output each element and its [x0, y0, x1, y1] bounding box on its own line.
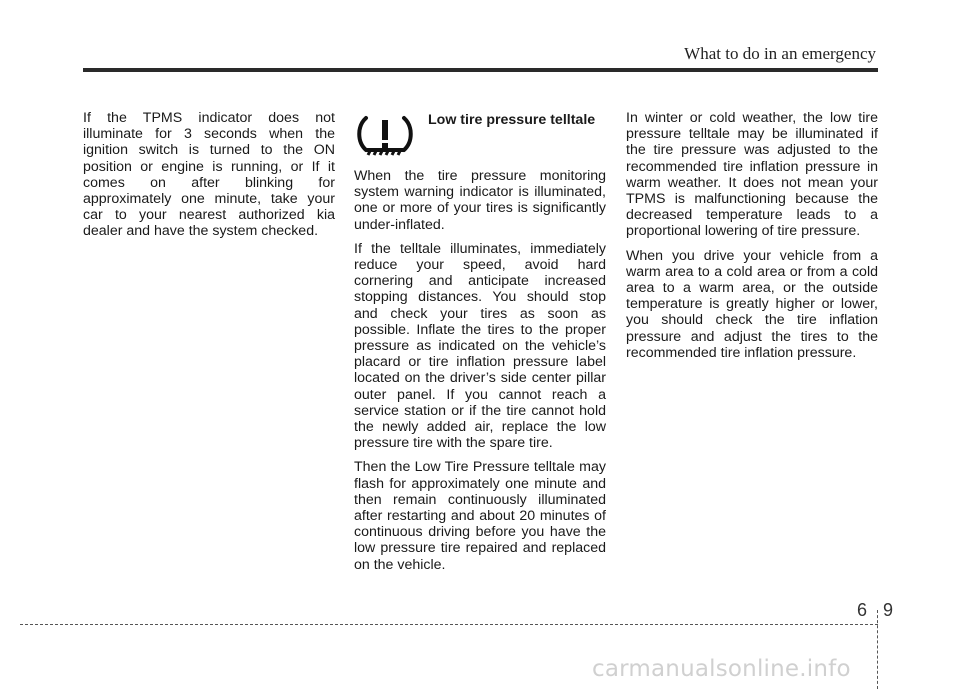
watermark: carmanualsonline.info	[592, 656, 851, 682]
chapter-number: 6	[857, 600, 868, 620]
telltale-illuminates-paragraph: If the telltale illuminates, immediately reduce your speed, avoid hard cornering and anticipate increased stopping distances. You should stop and check your tires as soon as possible. Inflate the tires to the proper pressure as indicated on the vehicle’s placard or tire inflation pressure label located on the driver’s side center pillar outer panel. If you cannot reach a service station or if the tire cannot hold the newly added air, replace the low pressure tire with the spare tire.	[354, 240, 606, 452]
section-title: What to do in an emergency	[684, 44, 876, 63]
page-number: 9	[883, 600, 894, 620]
warning-indicator-paragraph: When the tire pressure monitoring system warning indicator is illuminated, one or more of your tires is significantly under-inflated.	[354, 168, 606, 233]
column-1	[83, 110, 335, 248]
temperature-change-paragraph: When you drive your vehicle from a warm area to a cold area or from a cold area to a warm area, or the outside temperature is greatly higher or lower, you should check the tire inflation pressure and adjust the tires to the recommended tire inflation pressure.	[626, 247, 878, 361]
tpms-indicator-paragraph: If the TPMS indicator does not illuminate for 3 seconds when the ignition switch is turned to the ON position or engine is running, or If it comes on after blinking for approximately one minute, take your car to your nearest authorized kia dealer and have the system checked.	[83, 110, 335, 240]
column-2	[354, 110, 606, 581]
tire-pressure-warning-icon	[354, 112, 416, 160]
footer-divider	[877, 610, 878, 689]
cold-weather-paragraph: In winter or cold weather, the low tire pressure telltale may be illuminated if the tire pressure was adjusted to the recommended tire inflation pressure in warm weather. It does not mean your TPMS is malfunctioning because the decreased temperature leads to a proportional lowering of tire pressure.	[626, 110, 878, 240]
footer-rule	[20, 624, 878, 625]
telltale-flash-paragraph: Then the Low Tire Pressure telltale may flash for approximately one minute and then remain continuously illuminated after restarting and about 20 minutes of continuous driving before you have the low pressure tire repaired and replaced on the vehicle.	[354, 459, 606, 573]
header-rule	[83, 68, 878, 72]
telltale-heading	[354, 110, 606, 160]
column-3	[626, 110, 878, 369]
telltale-title: Low tire pressure telltale	[428, 112, 596, 128]
